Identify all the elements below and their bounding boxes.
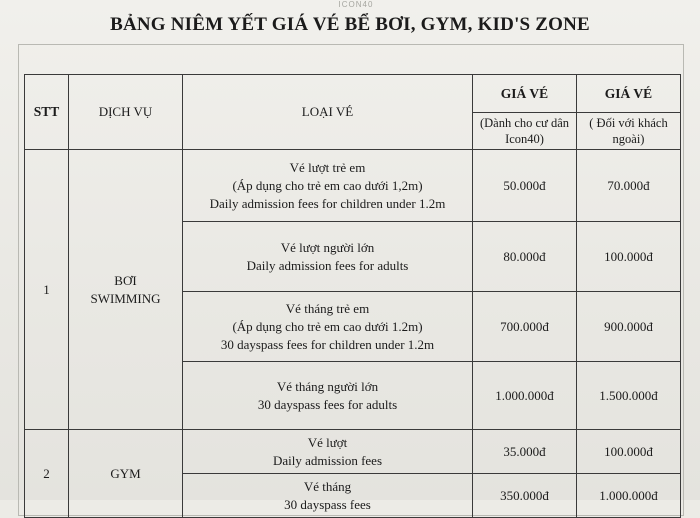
price-resident-cell: 50.000đ	[473, 150, 577, 222]
header-price-guest: GIÁ VÉ	[577, 75, 681, 113]
header-stt: STT	[25, 75, 69, 150]
price-resident-cell: 350.000đ	[473, 474, 577, 518]
ticket-line: 30 dayspass fees for children under 1.2m	[220, 336, 435, 352]
table-row	[25, 150, 681, 222]
ticket-type-cell	[183, 362, 473, 430]
ticket-line: Vé lượt trẻ em	[289, 159, 366, 175]
header-price-guest-note: ( Đối với khách ngoài)	[577, 113, 681, 150]
price-guest-cell: 900.000đ	[577, 292, 681, 362]
ticket-line: (Áp dụng cho trẻ em cao dưới 1,2m)	[232, 177, 423, 193]
price-guest-cell: 70.000đ	[577, 150, 681, 222]
price-resident-cell: 80.000đ	[473, 222, 577, 292]
price-table	[24, 74, 681, 518]
service-cell-swimming	[69, 150, 183, 430]
table-header-row	[25, 75, 681, 113]
header-service: DỊCH VỤ	[69, 75, 183, 150]
service-name-en: SWIMMING	[90, 290, 161, 306]
ticket-line: (Áp dụng cho trẻ em cao dưới 1.2m)	[232, 318, 423, 334]
ticket-line: Daily admission fees	[272, 452, 383, 468]
ticket-type-cell	[183, 430, 473, 474]
page-title: BẢNG NIÊM YẾT GIÁ VÉ BỂ BƠI, GYM, KID'S ZONE	[110, 14, 590, 35]
price-guest-cell: 100.000đ	[577, 222, 681, 292]
ticket-line: 30 dayspass fees	[284, 496, 371, 512]
service-name: GYM	[110, 465, 141, 481]
ticket-line: Vé lượt người lớn	[280, 239, 375, 255]
stt-cell: 2	[25, 430, 69, 518]
ticket-type-cell	[183, 474, 473, 518]
header-price-resident-note: (Dành cho cư dân Icon40)	[473, 113, 577, 150]
service-name-vi: BƠI	[114, 272, 137, 288]
ticket-line: Daily admission fees for adults	[246, 257, 409, 273]
price-resident-cell: 700.000đ	[473, 292, 577, 362]
price-guest-cell: 1.500.000đ	[577, 362, 681, 430]
brand-logo: ICON40	[338, 0, 374, 9]
ticket-line: Vé tháng	[303, 478, 352, 494]
ticket-type-cell	[183, 150, 473, 222]
ticket-line: Daily admission fees for children under 1.2m	[209, 195, 446, 211]
price-guest-cell: 1.000.000đ	[577, 474, 681, 518]
ticket-line: Vé tháng người lớn	[276, 378, 379, 394]
ticket-line: Vé tháng trẻ em	[285, 300, 370, 316]
header-price-resident: GIÁ VÉ	[473, 75, 577, 113]
stt-cell: 1	[25, 150, 69, 430]
table-row	[25, 430, 681, 474]
ticket-type-cell	[183, 292, 473, 362]
price-resident-cell: 1.000.000đ	[473, 362, 577, 430]
service-cell-gym	[69, 430, 183, 518]
price-resident-cell: 35.000đ	[473, 430, 577, 474]
ticket-type-cell	[183, 222, 473, 292]
header-ticket-type: LOẠI VÉ	[183, 75, 473, 150]
ticket-line: Vé lượt	[307, 434, 348, 450]
price-guest-cell: 100.000đ	[577, 430, 681, 474]
ticket-line: 30 dayspass fees for adults	[257, 396, 398, 412]
